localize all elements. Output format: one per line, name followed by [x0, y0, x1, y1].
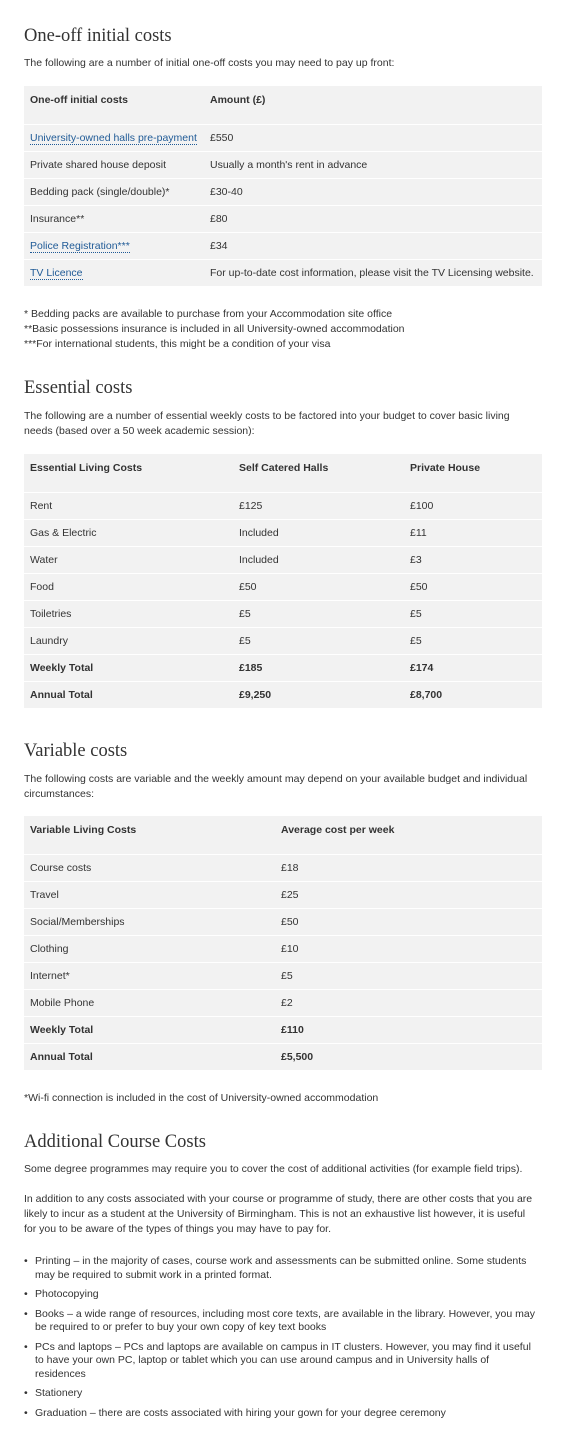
variable-table	[24, 816, 542, 1070]
table-row	[24, 232, 542, 259]
table-row	[24, 600, 542, 627]
table-cell: Social/Memberships	[30, 916, 125, 928]
one-off-intro: The following are a number of initial one-off costs you may need to pay up front:	[24, 57, 395, 69]
table-cell: Bedding pack (single/double)*	[30, 186, 170, 198]
police-registration-link[interactable]: Police Registration***	[30, 240, 130, 252]
table-row	[24, 962, 542, 989]
table-cell: £5	[239, 608, 251, 620]
table-cell: £50	[281, 916, 299, 928]
table-cell: £2	[281, 997, 293, 1009]
table-row	[24, 854, 542, 881]
halls-prepayment-link[interactable]: University-owned halls pre-payment	[30, 132, 197, 144]
table-cell: Laundry	[30, 635, 68, 647]
table-cell: £50	[239, 581, 257, 593]
footnote: * Bedding packs are available to purchase from your Accommodation site office	[24, 308, 393, 320]
table-cell: Included	[239, 527, 279, 539]
column-header: One-off initial costs	[30, 94, 129, 106]
table-cell: £11	[410, 527, 427, 539]
essential-intro: The following are a number of essential weekly costs to be factored into your budget to cover basic living needs (based over a 50 week academic session):	[24, 410, 510, 437]
table-cell: £3	[410, 554, 422, 566]
table-cell: £550	[210, 132, 234, 144]
table-cell: Private shared house deposit	[30, 159, 167, 171]
column-header: Amount (£)	[210, 94, 266, 106]
additional-cost-list	[24, 1255, 538, 1426]
one-off-heading: One-off initial costs	[24, 26, 172, 46]
table-cell: £100	[410, 500, 434, 512]
table-header-row	[24, 816, 542, 854]
essential-heading: Essential costs	[24, 378, 133, 398]
table-row	[24, 178, 542, 205]
table-row	[24, 124, 542, 151]
table-row	[24, 627, 542, 654]
table-cell: £174	[410, 662, 434, 674]
table-row	[24, 881, 542, 908]
table-cell: £5	[281, 970, 293, 982]
table-cell: £110	[281, 1024, 304, 1036]
variable-footnote: *Wi-fi connection is included in the cost of University-owned accommodation	[24, 1092, 379, 1104]
table-cell: £10	[281, 943, 299, 955]
annual-total-row	[24, 681, 542, 708]
list-item: • Books – a wide range of resources, including most core texts, are available in the library. However, you may be required to or prefer to buy your own copy of key text books	[24, 1308, 538, 1335]
table-cell: £5	[410, 608, 422, 620]
table-row	[24, 205, 542, 232]
column-header: Variable Living Costs	[30, 824, 137, 836]
table-cell: Travel	[30, 889, 59, 901]
additional-heading: Additional Course Costs	[24, 1132, 206, 1152]
table-cell: For up-to-date cost information, please visit the TV Licensing website.	[210, 267, 534, 279]
additional-para-1: Some degree programmes may require you to cover the cost of additional activities (for example field trips).	[24, 1163, 523, 1175]
list-item: • Stationery	[24, 1387, 538, 1401]
table-cell: £5	[410, 635, 422, 647]
table-row	[24, 546, 542, 573]
footnote: ***For international students, this might be a condition of your visa	[24, 338, 331, 350]
table-cell: £9,250	[239, 689, 272, 701]
list-item: • Photocopying	[24, 1288, 538, 1302]
table-cell: Internet*	[30, 970, 70, 982]
table-row	[24, 935, 542, 962]
table-cell: Water	[30, 554, 58, 566]
table-cell: Toiletries	[30, 608, 72, 620]
table-cell: Annual Total	[30, 1051, 93, 1063]
one-off-notes	[24, 307, 405, 352]
list-item: • PCs and laptops – PCs and laptops are available on campus in IT clusters. However, you may find it useful to have your own PC, laptop or tablet which you can use around campus and in University halls of residences	[24, 1341, 538, 1382]
table-cell: £185	[239, 662, 263, 674]
table-cell: Usually a month's rent in advance	[210, 159, 368, 171]
table-row	[24, 259, 542, 286]
table-row	[24, 492, 542, 519]
table-row	[24, 519, 542, 546]
list-item: • Printing – in the majority of cases, course work and assessments can be submitted online. Some students may be required to submit work in a printed format.	[24, 1255, 538, 1282]
weekly-total-row	[24, 654, 542, 681]
table-cell: Clothing	[30, 943, 69, 955]
table-cell: £8,700	[410, 689, 443, 701]
annual-total-row	[24, 1043, 542, 1070]
column-header: Private House	[410, 462, 481, 474]
table-cell: £5	[239, 635, 251, 647]
table-cell: £34	[210, 240, 228, 252]
additional-para-2: In addition to any costs associated with your course or programme of study, there are other costs that you are likely to incur as a student at the University of Birmingham. This is not an exhaustive list however, it is useful for you to be aware of the types of things you may have to pay for.	[24, 1193, 533, 1235]
table-cell: £125	[239, 500, 263, 512]
table-cell: £25	[281, 889, 299, 901]
variable-intro: The following costs are variable and the weekly amount may depend on your available budget and individual circumstances:	[24, 773, 528, 800]
table-cell: Weekly Total	[30, 1024, 94, 1036]
table-header-row	[24, 86, 542, 124]
table-cell: Included	[239, 554, 279, 566]
footnote: **Basic possessions insurance is included in all University-owned accommodation	[24, 323, 405, 335]
table-row	[24, 989, 542, 1016]
table-cell: Gas & Electric	[30, 527, 97, 539]
table-cell: £50	[410, 581, 428, 593]
table-cell: Mobile Phone	[30, 997, 95, 1009]
table-cell: Annual Total	[30, 689, 93, 701]
table-row	[24, 573, 542, 600]
table-cell: Rent	[30, 500, 53, 512]
table-cell: £5,500	[281, 1051, 314, 1063]
table-cell: £80	[210, 213, 228, 225]
table-cell: Insurance**	[30, 213, 85, 225]
essential-table	[24, 454, 542, 708]
table-cell: Food	[30, 581, 54, 593]
list-item: • Graduation – there are costs associated with hiring your gown for your degree ceremony	[24, 1407, 538, 1421]
tv-licence-link[interactable]: TV Licence	[30, 267, 83, 279]
table-header-row	[24, 454, 542, 492]
table-cell: Course costs	[30, 862, 92, 874]
table-row	[24, 908, 542, 935]
table-cell: Weekly Total	[30, 662, 94, 674]
column-header: Essential Living Costs	[30, 462, 143, 474]
table-cell: £18	[281, 862, 299, 874]
variable-heading: Variable costs	[24, 741, 128, 761]
column-header: Self Catered Halls	[239, 462, 329, 474]
one-off-table	[24, 86, 542, 286]
table-row	[24, 151, 542, 178]
table-cell: £30-40	[210, 186, 243, 198]
weekly-total-row	[24, 1016, 542, 1043]
column-header: Average cost per week	[281, 824, 395, 836]
